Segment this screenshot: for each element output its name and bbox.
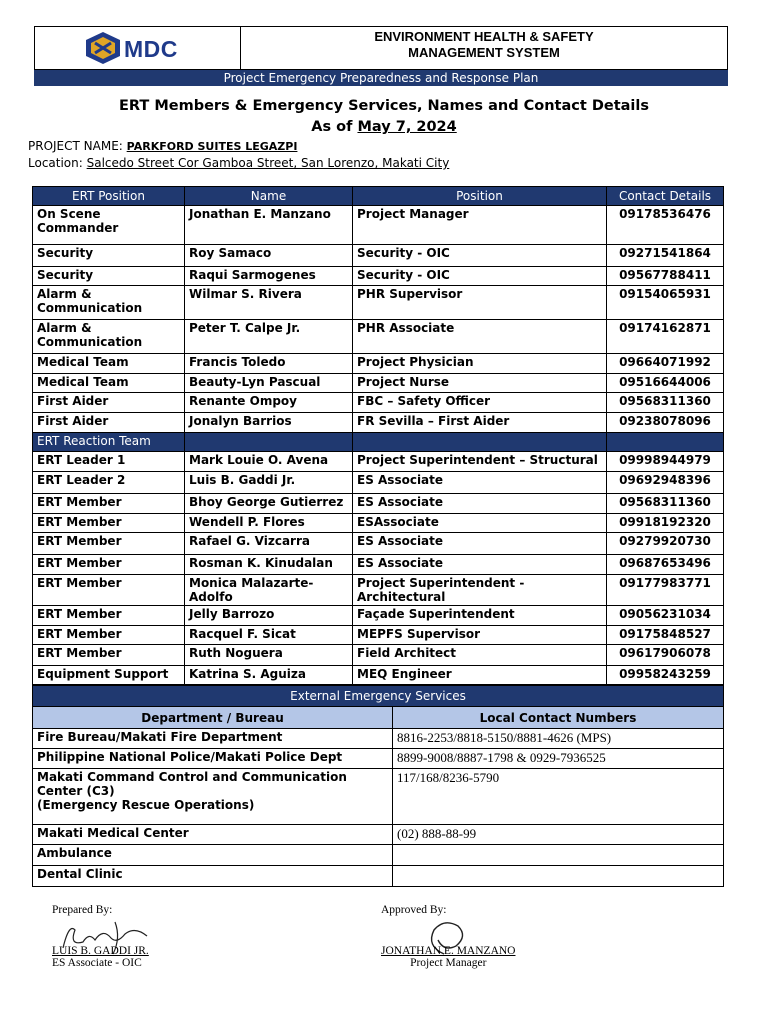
contact-cell: 09056231034 [607,606,724,626]
ert-position-cell: First Aider [33,393,185,413]
ert-reaction-team-row [33,433,724,452]
local-contact-cell: (02) 888-88-99 [393,825,724,845]
name-cell: Francis Toledo [185,354,353,374]
position-cell: Project Manager [353,206,607,245]
ert-position-cell: ERT Leader 1 [33,452,185,472]
ert-reaction-team-label: ERT Reaction Team [33,433,185,452]
contact-cell: 09918192320 [607,514,724,533]
prepared-by-label: Prepared By: [52,904,113,916]
contact-cell: 09279920730 [607,533,724,555]
position-cell: Façade Superintendent [353,606,607,626]
table-row [33,413,724,433]
name-cell: Peter T. Calpe Jr. [185,320,353,354]
logo-cell [35,27,241,69]
contact-cell: 09958243259 [607,666,724,685]
col-contact: Contact Details [607,187,724,206]
table-row [33,533,724,555]
col-local-contact: Local Contact Numbers [393,707,724,729]
table-row [33,769,724,825]
table-row [33,374,724,393]
local-contact-cell [393,866,724,887]
as-of-line: As of May 7, 2024 [311,119,457,135]
table-row [33,575,724,606]
c3-extra-note: (Emergency Rescue Operations) [37,798,255,812]
position-cell: FBC – Safety Officer [353,393,607,413]
position-cell: ES Associate [353,555,607,575]
table-row [33,626,724,645]
table-row [33,606,724,626]
empty-cell [185,433,353,452]
ert-position-cell: ERT Member [33,606,185,626]
name-cell: Jonathan E. Manzano [185,206,353,245]
position-cell: Project Nurse [353,374,607,393]
contact-cell: 09568311360 [607,393,724,413]
prepared-by-block [52,945,149,969]
prepared-by-name: LUIS B. GADDI JR. [52,945,149,957]
approved-by-block [381,945,515,969]
ert-position-cell: Security [33,245,185,267]
position-cell: ES Associate [353,533,607,555]
name-cell: Luis B. Gaddi Jr. [185,472,353,494]
contact-cell: 09617906078 [607,645,724,666]
table-row [33,286,724,320]
name-cell: Wendell P. Flores [185,514,353,533]
position-cell: PHR Associate [353,320,607,354]
contact-cell: 09516644006 [607,374,724,393]
table-row [33,472,724,494]
table-row [33,845,724,866]
col-ert-position: ERT Position [33,187,185,206]
position-cell: Security - OIC [353,267,607,286]
name-cell: Monica Malazarte-Adolfo [185,575,353,606]
as-of-date: May 7, 2024 [357,119,457,135]
name-cell: Rosman K. Kinudalan [185,555,353,575]
ert-position-cell: Medical Team [33,374,185,393]
ert-position-cell: ERT Member [33,626,185,645]
contact-cell: 09174162871 [607,320,724,354]
position-cell: Project Physician [353,354,607,374]
contact-cell: 09687653496 [607,555,724,575]
table-row [33,555,724,575]
name-cell: Rafael G. Vizcarra [185,533,353,555]
department-cell: Fire Bureau/Makati Fire Department [33,729,393,749]
contact-cell: 09238078096 [607,413,724,433]
name-cell: Mark Louie O. Avena [185,452,353,472]
name-cell: Jelly Barrozo [185,606,353,626]
position-cell: Project Superintendent – Structural [353,452,607,472]
department-cell: Philippine National Police/Makati Police Dept [33,749,393,769]
ert-position-cell: ERT Member [33,494,185,514]
contact-cell: 09568311360 [607,494,724,514]
position-cell: FR Sevilla – First Aider [353,413,607,433]
ert-position-cell: Medical Team [33,354,185,374]
empty-cell [607,433,724,452]
contact-cell: 09998944979 [607,452,724,472]
position-cell: ES Associate [353,494,607,514]
contact-cell: 09664071992 [607,354,724,374]
external-table-header [33,707,724,729]
external-services-title: External Emergency Services [33,686,724,707]
department-cell: Makati Command Control and Communication Center (C3) (Emergency Rescue Operations) [33,769,393,825]
local-contact-cell: 8816-2253/8818-5150/8881-4626 (MPS) [393,729,724,749]
table-row [33,393,724,413]
name-cell: Jonalyn Barrios [185,413,353,433]
header-title: ENVIRONMENT HEALTH & SAFETY MANAGEMENT SYSTEM [374,29,594,60]
table-row [33,320,724,354]
external-services-table [32,685,724,887]
name-cell: Beauty-Lyn Pascual [185,374,353,393]
contact-cell: 09175848527 [607,626,724,645]
department-cell: Dental Clinic [33,866,393,887]
header-subtitle-bar: Project Emergency Preparedness and Response Plan [34,70,728,86]
table-row [33,666,724,685]
ert-position-cell: First Aider [33,413,185,433]
contact-cell: 09154065931 [607,286,724,320]
name-cell: Renante Ompoy [185,393,353,413]
contact-cell: 09692948396 [607,472,724,494]
name-cell: Roy Samaco [185,245,353,267]
department-cell: Makati Medical Center [33,825,393,845]
empty-cell [353,433,607,452]
ert-table-header [33,187,724,206]
approved-by-label: Approved By: [381,904,447,916]
ert-position-cell: ERT Member [33,575,185,606]
table-row [33,206,724,245]
name-cell: Racquel F. Sicat [185,626,353,645]
position-cell: Field Architect [353,645,607,666]
ert-position-cell: ERT Member [33,514,185,533]
col-department: Department / Bureau [33,707,393,729]
name-cell: Wilmar S. Rivera [185,286,353,320]
table-row [33,825,724,845]
project-name-line: PROJECT NAME: PARKFORD SUITES LEGAZPI [28,139,387,153]
table-row [33,494,724,514]
ert-position-cell: ERT Leader 2 [33,472,185,494]
local-contact-cell [393,845,724,866]
ert-position-cell: Equipment Support [33,666,185,685]
ert-position-cell: ERT Member [33,645,185,666]
table-row [33,866,724,887]
position-cell: Security - OIC [353,245,607,267]
position-cell: ES Associate [353,472,607,494]
ert-position-cell: ERT Member [33,555,185,575]
mdc-logo-icon [83,31,123,65]
contact-cell: 09178536476 [607,206,724,245]
local-contact-cell: 8899-9008/8887-1798 & 0929-7936525 [393,749,724,769]
ert-position-cell: Alarm & Communication [33,286,185,320]
position-cell: Project Superintendent - Architectural [353,575,607,606]
name-cell: Bhoy George Gutierrez [185,494,353,514]
col-position: Position [353,187,607,206]
table-row [33,729,724,749]
local-contact-cell: 117/168/8236-5790 [393,769,724,825]
table-row [33,245,724,267]
document-title: ERT Members & Emergency Services, Names and Contact Details [118,98,649,114]
logo-text: MDC [124,36,178,62]
location-line: Location: Salcedo Street Cor Gamboa Street, San Lorenzo, Makati City [28,156,450,170]
name-cell: Katrina S. Aguiza [185,666,353,685]
position-cell: ESAssociate [353,514,607,533]
name-cell: Raqui Sarmogenes [185,267,353,286]
approved-by-title: Project Manager [410,957,487,969]
table-row [33,514,724,533]
col-name: Name [185,187,353,206]
contact-cell: 09177983771 [607,575,724,606]
prepared-by-title: ES Associate - OIC [52,957,142,969]
ert-position-cell: Alarm & Communication [33,320,185,354]
table-row [33,645,724,666]
contact-cell: 09271541864 [607,245,724,267]
location-value: Salcedo Street Cor Gamboa Street, San Lorenzo, Makati City [86,156,450,170]
position-cell: PHR Supervisor [353,286,607,320]
ert-members-table [32,186,724,685]
table-row [33,749,724,769]
table-row [33,452,724,472]
project-name: PARKFORD SUITES LEGAZPI [126,140,298,153]
contact-cell: 09567788411 [607,267,724,286]
department-cell: Ambulance [33,845,393,866]
position-cell: MEQ Engineer [353,666,607,685]
approved-by-name: JONATHAN E. MANZANO [381,945,516,957]
document-header [34,26,728,70]
ert-position-cell: Security [33,267,185,286]
table-row [33,354,724,374]
position-cell: MEPFS Supervisor [353,626,607,645]
name-cell: Ruth Noguera [185,645,353,666]
ert-position-cell: On Scene Commander [33,206,185,245]
table-row [33,267,724,286]
ert-position-cell: ERT Member [33,533,185,555]
